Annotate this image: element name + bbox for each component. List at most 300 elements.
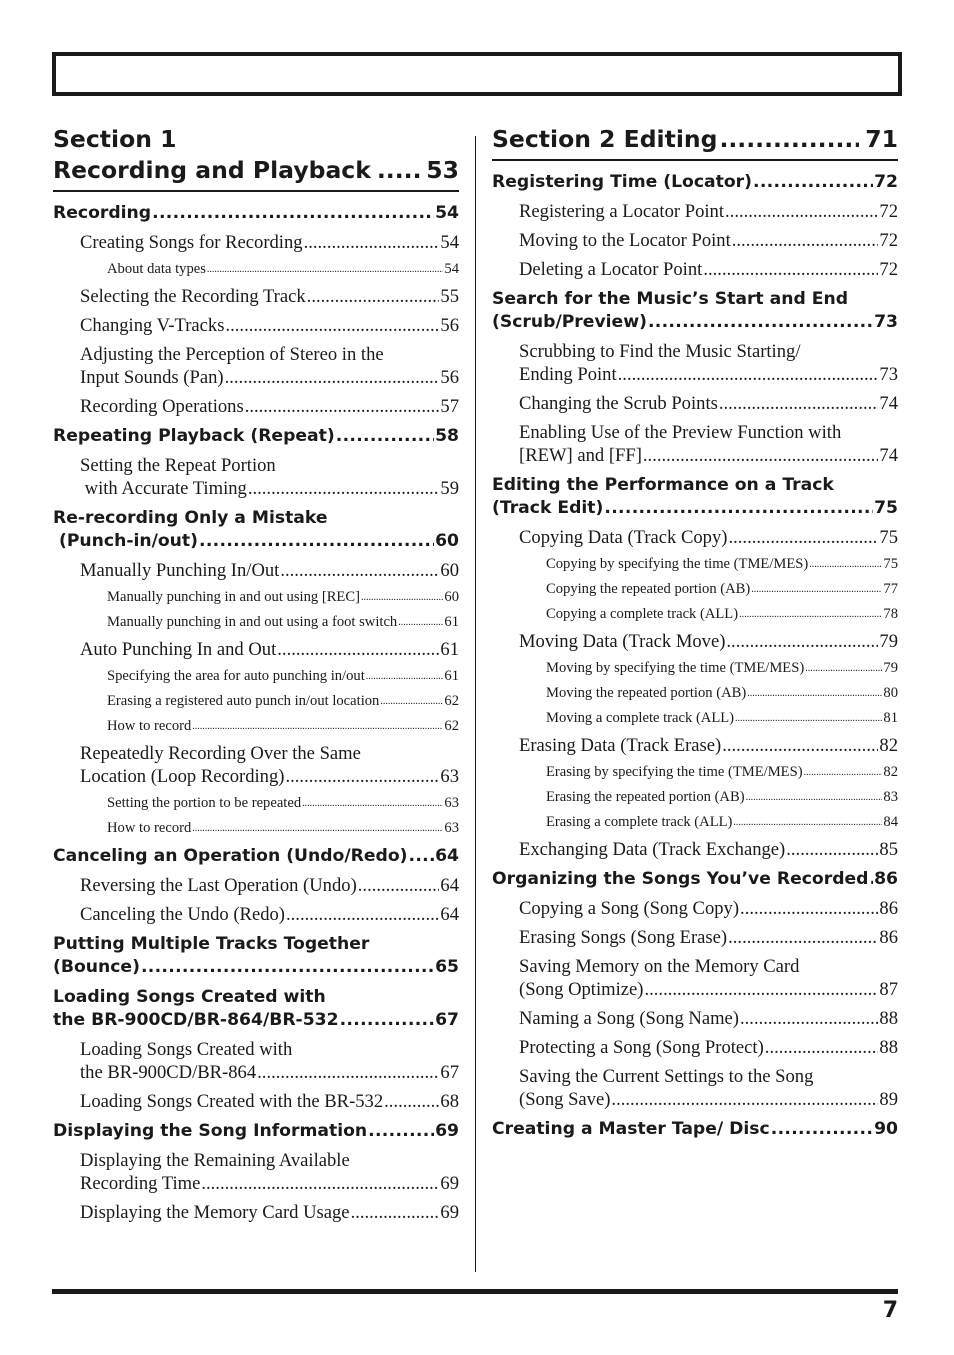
toc-entry-title: (Song Save) bbox=[519, 1089, 611, 1110]
toc-entry-page: 63 bbox=[444, 820, 459, 836]
toc-entry-row bbox=[53, 845, 459, 868]
leader-dots bbox=[285, 765, 439, 788]
toc-entry-title-lead: Search for the Music’s Start and End bbox=[492, 289, 849, 309]
toc-entry-title: Canceling an Operation (Undo/Redo) bbox=[53, 846, 408, 866]
leader-dots bbox=[733, 813, 882, 832]
leader-dots bbox=[141, 956, 434, 979]
leader-dots bbox=[643, 444, 879, 467]
toc-entry-title: (Song Optimize) bbox=[519, 979, 644, 1000]
toc-entry-title: Specifying the area for auto punching in/out bbox=[107, 668, 365, 684]
toc-entry[interactable] bbox=[53, 1038, 459, 1084]
toc-entry[interactable] bbox=[492, 630, 898, 653]
toc-entry-row bbox=[80, 285, 459, 308]
toc-entry-page: 88 bbox=[879, 1008, 898, 1029]
toc-entry-title: Copying by specifying the time (TME/MES) bbox=[546, 556, 809, 572]
toc-entry-page: 75 bbox=[874, 498, 898, 518]
toc-entry-page: 72 bbox=[879, 259, 898, 280]
leader-dots bbox=[201, 1172, 439, 1195]
toc-entry-page: 68 bbox=[440, 1091, 459, 1112]
toc-entry-page: 64 bbox=[440, 875, 459, 896]
leader-dots bbox=[358, 874, 440, 897]
leader-dots bbox=[804, 763, 883, 782]
toc-entry-page: 63 bbox=[440, 766, 459, 787]
toc-list-left bbox=[53, 202, 459, 1224]
leader-dots bbox=[207, 260, 444, 279]
toc-entry-row bbox=[492, 171, 898, 194]
toc-entry[interactable] bbox=[53, 425, 459, 448]
section-1-title[interactable] bbox=[53, 124, 459, 192]
toc-entry[interactable] bbox=[53, 559, 459, 582]
toc-entry-row bbox=[519, 229, 898, 252]
toc-entry-row bbox=[546, 684, 898, 703]
leader-dots bbox=[726, 630, 878, 653]
leader-dots bbox=[152, 202, 434, 225]
toc-entry-page: 84 bbox=[883, 814, 898, 830]
leader-dots bbox=[771, 1118, 873, 1141]
toc-entry[interactable] bbox=[53, 742, 459, 788]
leader-dots bbox=[809, 555, 882, 574]
toc-entry-page: 82 bbox=[879, 735, 898, 756]
toc-entry-page: 81 bbox=[883, 710, 898, 726]
toc-entry[interactable] bbox=[53, 845, 459, 868]
toc-entry-row bbox=[492, 497, 898, 520]
toc-entry-title: Reversing the Last Operation (Undo) bbox=[80, 875, 357, 896]
toc-entry-title: Recording bbox=[53, 203, 152, 223]
leader-dots bbox=[604, 497, 873, 520]
leader-dots bbox=[732, 229, 879, 252]
leader-dots bbox=[248, 477, 440, 500]
toc-entry-row bbox=[80, 477, 459, 500]
toc-entry-page: 83 bbox=[883, 789, 898, 805]
section-1-title-line2: Recording and Playback bbox=[53, 156, 371, 184]
leader-dots bbox=[719, 124, 859, 155]
toc-entry[interactable] bbox=[492, 684, 898, 703]
toc-entry[interactable] bbox=[53, 588, 459, 607]
toc-entry[interactable] bbox=[492, 580, 898, 599]
toc-entry[interactable] bbox=[53, 202, 459, 225]
section-2-page: 71 bbox=[865, 125, 898, 153]
toc-entry-page: 73 bbox=[879, 364, 898, 385]
leader-dots bbox=[192, 717, 443, 736]
toc-entry[interactable] bbox=[492, 340, 898, 386]
leader-dots bbox=[805, 659, 882, 678]
toc-entry-row bbox=[546, 788, 898, 807]
toc-entry[interactable] bbox=[53, 794, 459, 813]
toc-entry-title: Registering a Locator Point bbox=[519, 201, 725, 222]
footer-rule bbox=[52, 1289, 898, 1294]
section-2-title-text: Section 2 Editing bbox=[492, 125, 718, 153]
toc-entry-page: 56 bbox=[440, 315, 459, 336]
toc-entry[interactable] bbox=[492, 1065, 898, 1111]
toc-entry-row bbox=[107, 794, 459, 813]
toc-entry-page: 60 bbox=[440, 560, 459, 581]
section-1-title-line1: Section 1 bbox=[53, 125, 177, 153]
toc-entry[interactable] bbox=[53, 260, 459, 279]
toc-entry[interactable] bbox=[492, 838, 898, 861]
toc-entry-row bbox=[107, 692, 459, 711]
toc-entry-title: Exchanging Data (Track Exchange) bbox=[519, 839, 786, 860]
toc-entry[interactable] bbox=[53, 343, 459, 389]
leader-dots bbox=[869, 868, 873, 891]
leader-dots bbox=[739, 605, 882, 624]
toc-entry-title: Moving a complete track (ALL) bbox=[546, 710, 735, 726]
toc-entry-title: Moving the repeated portion (AB) bbox=[546, 685, 747, 701]
toc-entry[interactable] bbox=[53, 613, 459, 632]
toc-entry-row bbox=[519, 200, 898, 223]
toc-entry-page: 77 bbox=[883, 581, 898, 597]
toc-entry-title: Registering Time (Locator) bbox=[492, 172, 753, 192]
toc-entry-title: (Scrub/Preview) bbox=[492, 312, 647, 332]
toc-entry-row bbox=[519, 392, 898, 415]
toc-entry[interactable] bbox=[53, 395, 459, 418]
leader-dots bbox=[277, 638, 439, 661]
leader-dots bbox=[366, 667, 444, 686]
toc-entry-page: 80 bbox=[883, 685, 898, 701]
toc-entry-title: Recording Time bbox=[80, 1173, 201, 1194]
section-1-page: 53 bbox=[426, 156, 459, 184]
leader-dots bbox=[728, 926, 878, 949]
toc-entry-page: 67 bbox=[435, 1010, 459, 1030]
leader-dots bbox=[280, 559, 439, 582]
toc-entry-page: 56 bbox=[440, 367, 459, 388]
toc-entry-page: 54 bbox=[440, 232, 459, 253]
toc-entry-row bbox=[519, 526, 898, 549]
toc-entry[interactable] bbox=[53, 507, 459, 553]
leader-dots bbox=[398, 613, 443, 632]
toc-entry-page: 88 bbox=[879, 1037, 898, 1058]
leader-dots bbox=[225, 366, 440, 389]
toc-entry-row bbox=[53, 425, 459, 448]
page-number: 7 bbox=[882, 1298, 898, 1323]
toc-entry-page: 67 bbox=[440, 1062, 459, 1083]
toc-entry[interactable] bbox=[492, 659, 898, 678]
toc-entry-page: 61 bbox=[444, 614, 459, 630]
leader-dots bbox=[302, 794, 443, 813]
toc-entry[interactable] bbox=[53, 1090, 459, 1113]
toc-entry-row bbox=[546, 605, 898, 624]
toc-entry-page: 90 bbox=[874, 1119, 898, 1139]
toc-entry-title: Auto Punching In and Out bbox=[80, 639, 277, 660]
toc-entry[interactable] bbox=[492, 526, 898, 549]
toc-entry-title: Location (Loop Recording) bbox=[80, 766, 285, 787]
toc-entry-title: (Track Edit) bbox=[492, 498, 604, 518]
toc-entry-title: Repeating Playback (Repeat) bbox=[53, 426, 335, 446]
toc-list-right bbox=[492, 171, 898, 1141]
leader-dots bbox=[786, 838, 878, 861]
toc-entry-title: Moving by specifying the time (TME/MES) bbox=[546, 660, 805, 676]
toc-entry-page: 62 bbox=[444, 693, 459, 709]
toc-entry-title: Displaying the Memory Card Usage bbox=[80, 1202, 350, 1223]
leader-dots bbox=[286, 903, 439, 926]
toc-entry-row bbox=[107, 819, 459, 838]
toc-entry-page: 86 bbox=[879, 927, 898, 948]
toc-entry-page: 61 bbox=[444, 668, 459, 684]
toc-column-right bbox=[492, 124, 898, 1141]
toc-entry[interactable] bbox=[53, 638, 459, 661]
toc-entry-title-lead: Saving Memory on the Memory Card bbox=[519, 956, 800, 977]
toc-entry-page: 57 bbox=[440, 396, 459, 417]
toc-entry-row bbox=[546, 813, 898, 832]
toc-entry-title-lead: Setting the Repeat Portion bbox=[80, 455, 276, 476]
toc-entry[interactable] bbox=[492, 171, 898, 194]
toc-entry[interactable] bbox=[492, 288, 898, 334]
toc-entry-row bbox=[53, 1120, 459, 1143]
leader-dots bbox=[725, 200, 878, 223]
toc-entry[interactable] bbox=[492, 474, 898, 520]
toc-entry[interactable] bbox=[53, 903, 459, 926]
toc-entry[interactable] bbox=[53, 1120, 459, 1143]
toc-entry-page: 72 bbox=[879, 201, 898, 222]
toc-entry-title: Erasing a complete track (ALL) bbox=[546, 814, 733, 830]
toc-entry-title-lead: Loading Songs Created with bbox=[80, 1039, 293, 1060]
toc-entry-row bbox=[80, 638, 459, 661]
toc-entry-title: Displaying the Song Information bbox=[53, 1121, 368, 1141]
toc-entry-title: Copying a Song (Song Copy) bbox=[519, 898, 740, 919]
toc-entry[interactable] bbox=[492, 1036, 898, 1059]
leader-dots bbox=[648, 311, 873, 334]
toc-entry[interactable] bbox=[492, 229, 898, 252]
toc-entry-row bbox=[80, 231, 459, 254]
toc-entry-title: Creating Songs for Recording bbox=[80, 232, 303, 253]
toc-entry[interactable] bbox=[53, 1149, 459, 1195]
toc-entry-title: with Accurate Timing bbox=[80, 478, 247, 499]
toc-entry[interactable] bbox=[53, 1201, 459, 1224]
toc-entry-title: Naming a Song (Song Name) bbox=[519, 1008, 739, 1029]
toc-entry[interactable] bbox=[492, 813, 898, 832]
toc-entry-row bbox=[519, 1007, 898, 1030]
toc-entry-page: 74 bbox=[879, 393, 898, 414]
toc-entry-row bbox=[107, 667, 459, 686]
toc-entry-page: 69 bbox=[440, 1202, 459, 1223]
toc-entry-title: How to record bbox=[107, 718, 192, 734]
toc-entry-row bbox=[53, 202, 459, 225]
toc-entry-page: 55 bbox=[440, 286, 459, 307]
toc-entry-page: 65 bbox=[435, 957, 459, 977]
toc-entry[interactable] bbox=[492, 392, 898, 415]
toc-entry-title: How to record bbox=[107, 820, 192, 836]
toc-entry-row bbox=[492, 1118, 898, 1141]
toc-entry[interactable] bbox=[53, 667, 459, 686]
toc-entry-title: Selecting the Recording Track bbox=[80, 286, 306, 307]
toc-entry-row bbox=[492, 311, 898, 334]
toc-entry-row bbox=[80, 903, 459, 926]
leader-dots bbox=[735, 709, 882, 728]
toc-entry-page: 54 bbox=[444, 261, 459, 277]
toc-entry-title-lead: Displaying the Remaining Available bbox=[80, 1150, 350, 1171]
toc-entry-title-lead: Scrubbing to Find the Music Starting/ bbox=[519, 341, 801, 362]
section-2-title[interactable] bbox=[492, 124, 898, 161]
toc-entry-title: Moving Data (Track Move) bbox=[519, 631, 726, 652]
toc-entry[interactable] bbox=[492, 955, 898, 1001]
toc-entry-row bbox=[519, 444, 898, 467]
leader-dots bbox=[765, 1036, 879, 1059]
toc-entry-title-lead: Re-recording Only a Mistake bbox=[53, 508, 328, 528]
toc-entry-row bbox=[519, 978, 898, 1001]
toc-entry-page: 78 bbox=[883, 606, 898, 622]
toc-entry-row bbox=[519, 1088, 898, 1111]
leader-dots bbox=[751, 580, 882, 599]
toc-entry[interactable] bbox=[492, 200, 898, 223]
column-divider bbox=[475, 136, 476, 1272]
toc-entry-title: Copying the repeated portion (AB) bbox=[546, 581, 751, 597]
leader-dots bbox=[747, 684, 882, 703]
toc-entry-title-lead: Adjusting the Perception of Stereo in the bbox=[80, 344, 384, 365]
toc-entry[interactable] bbox=[492, 868, 898, 891]
leader-dots bbox=[377, 155, 420, 186]
toc-entry[interactable] bbox=[492, 763, 898, 782]
toc-entry-page: 89 bbox=[879, 1089, 898, 1110]
toc-entry-row bbox=[519, 838, 898, 861]
toc-entry[interactable] bbox=[53, 819, 459, 838]
toc-entry-title: Manually Punching In/Out bbox=[80, 560, 280, 581]
toc-entry[interactable] bbox=[53, 874, 459, 897]
toc-entry[interactable] bbox=[53, 986, 459, 1032]
toc-entry-page: 86 bbox=[879, 898, 898, 919]
toc-entry-page: 72 bbox=[879, 230, 898, 251]
toc-entry[interactable] bbox=[492, 1118, 898, 1141]
toc-entry-row bbox=[519, 363, 898, 386]
toc-entry[interactable] bbox=[492, 258, 898, 281]
leader-dots bbox=[307, 285, 440, 308]
leader-dots bbox=[361, 588, 443, 607]
toc-entry-page: 64 bbox=[435, 846, 459, 866]
toc-entry-row bbox=[519, 734, 898, 757]
toc-entry-title-lead: Enabling Use of the Preview Function with bbox=[519, 422, 842, 443]
toc-entry[interactable] bbox=[492, 709, 898, 728]
toc-entry-title: Manually punching in and out using [REC] bbox=[107, 589, 360, 605]
toc-entry-page: 62 bbox=[444, 718, 459, 734]
toc-entry[interactable] bbox=[53, 454, 459, 500]
toc-entry-row bbox=[80, 559, 459, 582]
toc-entry[interactable] bbox=[53, 231, 459, 254]
toc-entry[interactable] bbox=[492, 788, 898, 807]
toc-entry-row bbox=[546, 659, 898, 678]
toc-entry-page: 86 bbox=[874, 869, 898, 889]
toc-entry-row bbox=[80, 1061, 459, 1084]
leader-dots bbox=[728, 526, 878, 549]
toc-entry-page: 72 bbox=[874, 172, 898, 192]
leader-dots bbox=[245, 395, 440, 418]
toc-entry[interactable] bbox=[492, 926, 898, 949]
header-box bbox=[52, 52, 902, 96]
toc-entry-title: Copying a complete track (ALL) bbox=[546, 606, 739, 622]
toc-entry-row bbox=[519, 897, 898, 920]
toc-entry-page: 79 bbox=[883, 660, 898, 676]
leader-dots bbox=[336, 425, 434, 448]
toc-entry-title: Recording Operations bbox=[80, 396, 244, 417]
toc-entry-page: 79 bbox=[879, 631, 898, 652]
toc-entry-row bbox=[80, 1172, 459, 1195]
leader-dots bbox=[199, 530, 434, 553]
leader-dots bbox=[719, 392, 879, 415]
toc-entry-title: Deleting a Locator Point bbox=[519, 259, 703, 280]
toc-entry-row bbox=[80, 1201, 459, 1224]
toc-entry[interactable] bbox=[53, 285, 459, 308]
leader-dots bbox=[722, 734, 878, 757]
leader-dots bbox=[703, 258, 878, 281]
toc-entry-title: Changing the Scrub Points bbox=[519, 393, 718, 414]
leader-dots bbox=[351, 1201, 440, 1224]
toc-entry[interactable] bbox=[492, 734, 898, 757]
toc-entry[interactable] bbox=[492, 421, 898, 467]
toc-entry-row bbox=[80, 395, 459, 418]
toc-entry-title: Changing V-Tracks bbox=[80, 315, 225, 336]
toc-entry-page: 60 bbox=[444, 589, 459, 605]
toc-column-left bbox=[53, 124, 459, 1224]
toc-entry-title-lead: Loading Songs Created with bbox=[53, 987, 326, 1007]
toc-entry-page: 75 bbox=[883, 556, 898, 572]
toc-entry-title: (Bounce) bbox=[53, 957, 140, 977]
toc-entry[interactable] bbox=[492, 1007, 898, 1030]
leader-dots bbox=[368, 1120, 434, 1143]
toc-entry-page: 75 bbox=[879, 527, 898, 548]
toc-entry-row bbox=[53, 530, 459, 553]
toc-entry[interactable] bbox=[53, 717, 459, 736]
toc-entry[interactable] bbox=[53, 933, 459, 979]
toc-entry-page: 85 bbox=[879, 839, 898, 860]
toc-entry[interactable] bbox=[492, 555, 898, 574]
toc-entry-page: 69 bbox=[435, 1121, 459, 1141]
leader-dots bbox=[740, 1007, 878, 1030]
toc-entry-title: Erasing by specifying the time (TME/MES) bbox=[546, 764, 803, 780]
leader-dots bbox=[225, 314, 439, 337]
toc-entry[interactable] bbox=[53, 314, 459, 337]
toc-entry-title: (Punch-in/out) bbox=[53, 531, 198, 551]
toc-entry-title: Input Sounds (Pan) bbox=[80, 367, 224, 388]
leader-dots bbox=[340, 1009, 435, 1032]
toc-entry-row bbox=[80, 314, 459, 337]
toc-entry[interactable] bbox=[492, 605, 898, 624]
leader-dots bbox=[192, 819, 443, 838]
toc-entry-row bbox=[546, 763, 898, 782]
toc-entry-row bbox=[519, 926, 898, 949]
toc-entry-row bbox=[107, 613, 459, 632]
toc-entry-row bbox=[80, 874, 459, 897]
toc-entry-title: Canceling the Undo (Redo) bbox=[80, 904, 285, 925]
toc-entry-row bbox=[519, 630, 898, 653]
toc-entry-row bbox=[546, 709, 898, 728]
toc-entry-page: 63 bbox=[444, 795, 459, 811]
toc-entry-page: 64 bbox=[440, 904, 459, 925]
toc-entry-title: Erasing Songs (Song Erase) bbox=[519, 927, 728, 948]
toc-entry-title-lead: Putting Multiple Tracks Together bbox=[53, 934, 370, 954]
toc-entry-page: 73 bbox=[874, 312, 898, 332]
toc-entry-title-lead: Repeatedly Recording Over the Same bbox=[80, 743, 361, 764]
toc-entry-title: Manually punching in and out using a foot switch bbox=[107, 614, 398, 630]
toc-entry-title: Organizing the Songs You’ve Recorded bbox=[492, 869, 869, 889]
toc-entry-row bbox=[107, 588, 459, 607]
toc-entry-row bbox=[519, 1036, 898, 1059]
toc-entry-page: 74 bbox=[879, 445, 898, 466]
toc-entry-title: [REW] and [FF] bbox=[519, 445, 642, 466]
toc-entry-title: Copying Data (Track Copy) bbox=[519, 527, 728, 548]
leader-dots bbox=[644, 978, 878, 1001]
leader-dots bbox=[753, 171, 873, 194]
leader-dots bbox=[304, 231, 440, 254]
toc-entry-page: 82 bbox=[883, 764, 898, 780]
toc-entry-page: 60 bbox=[435, 531, 459, 551]
toc-entry-row bbox=[492, 868, 898, 891]
toc-entry-row bbox=[107, 260, 459, 279]
toc-entry-row bbox=[80, 1090, 459, 1113]
toc-entry[interactable] bbox=[53, 692, 459, 711]
toc-entry-title: Ending Point bbox=[519, 364, 617, 385]
leader-dots bbox=[380, 692, 443, 711]
toc-entry-title: the BR-900CD/BR-864 bbox=[80, 1062, 257, 1083]
toc-entry[interactable] bbox=[492, 897, 898, 920]
toc-entry-page: 69 bbox=[440, 1173, 459, 1194]
leader-dots bbox=[740, 897, 878, 920]
